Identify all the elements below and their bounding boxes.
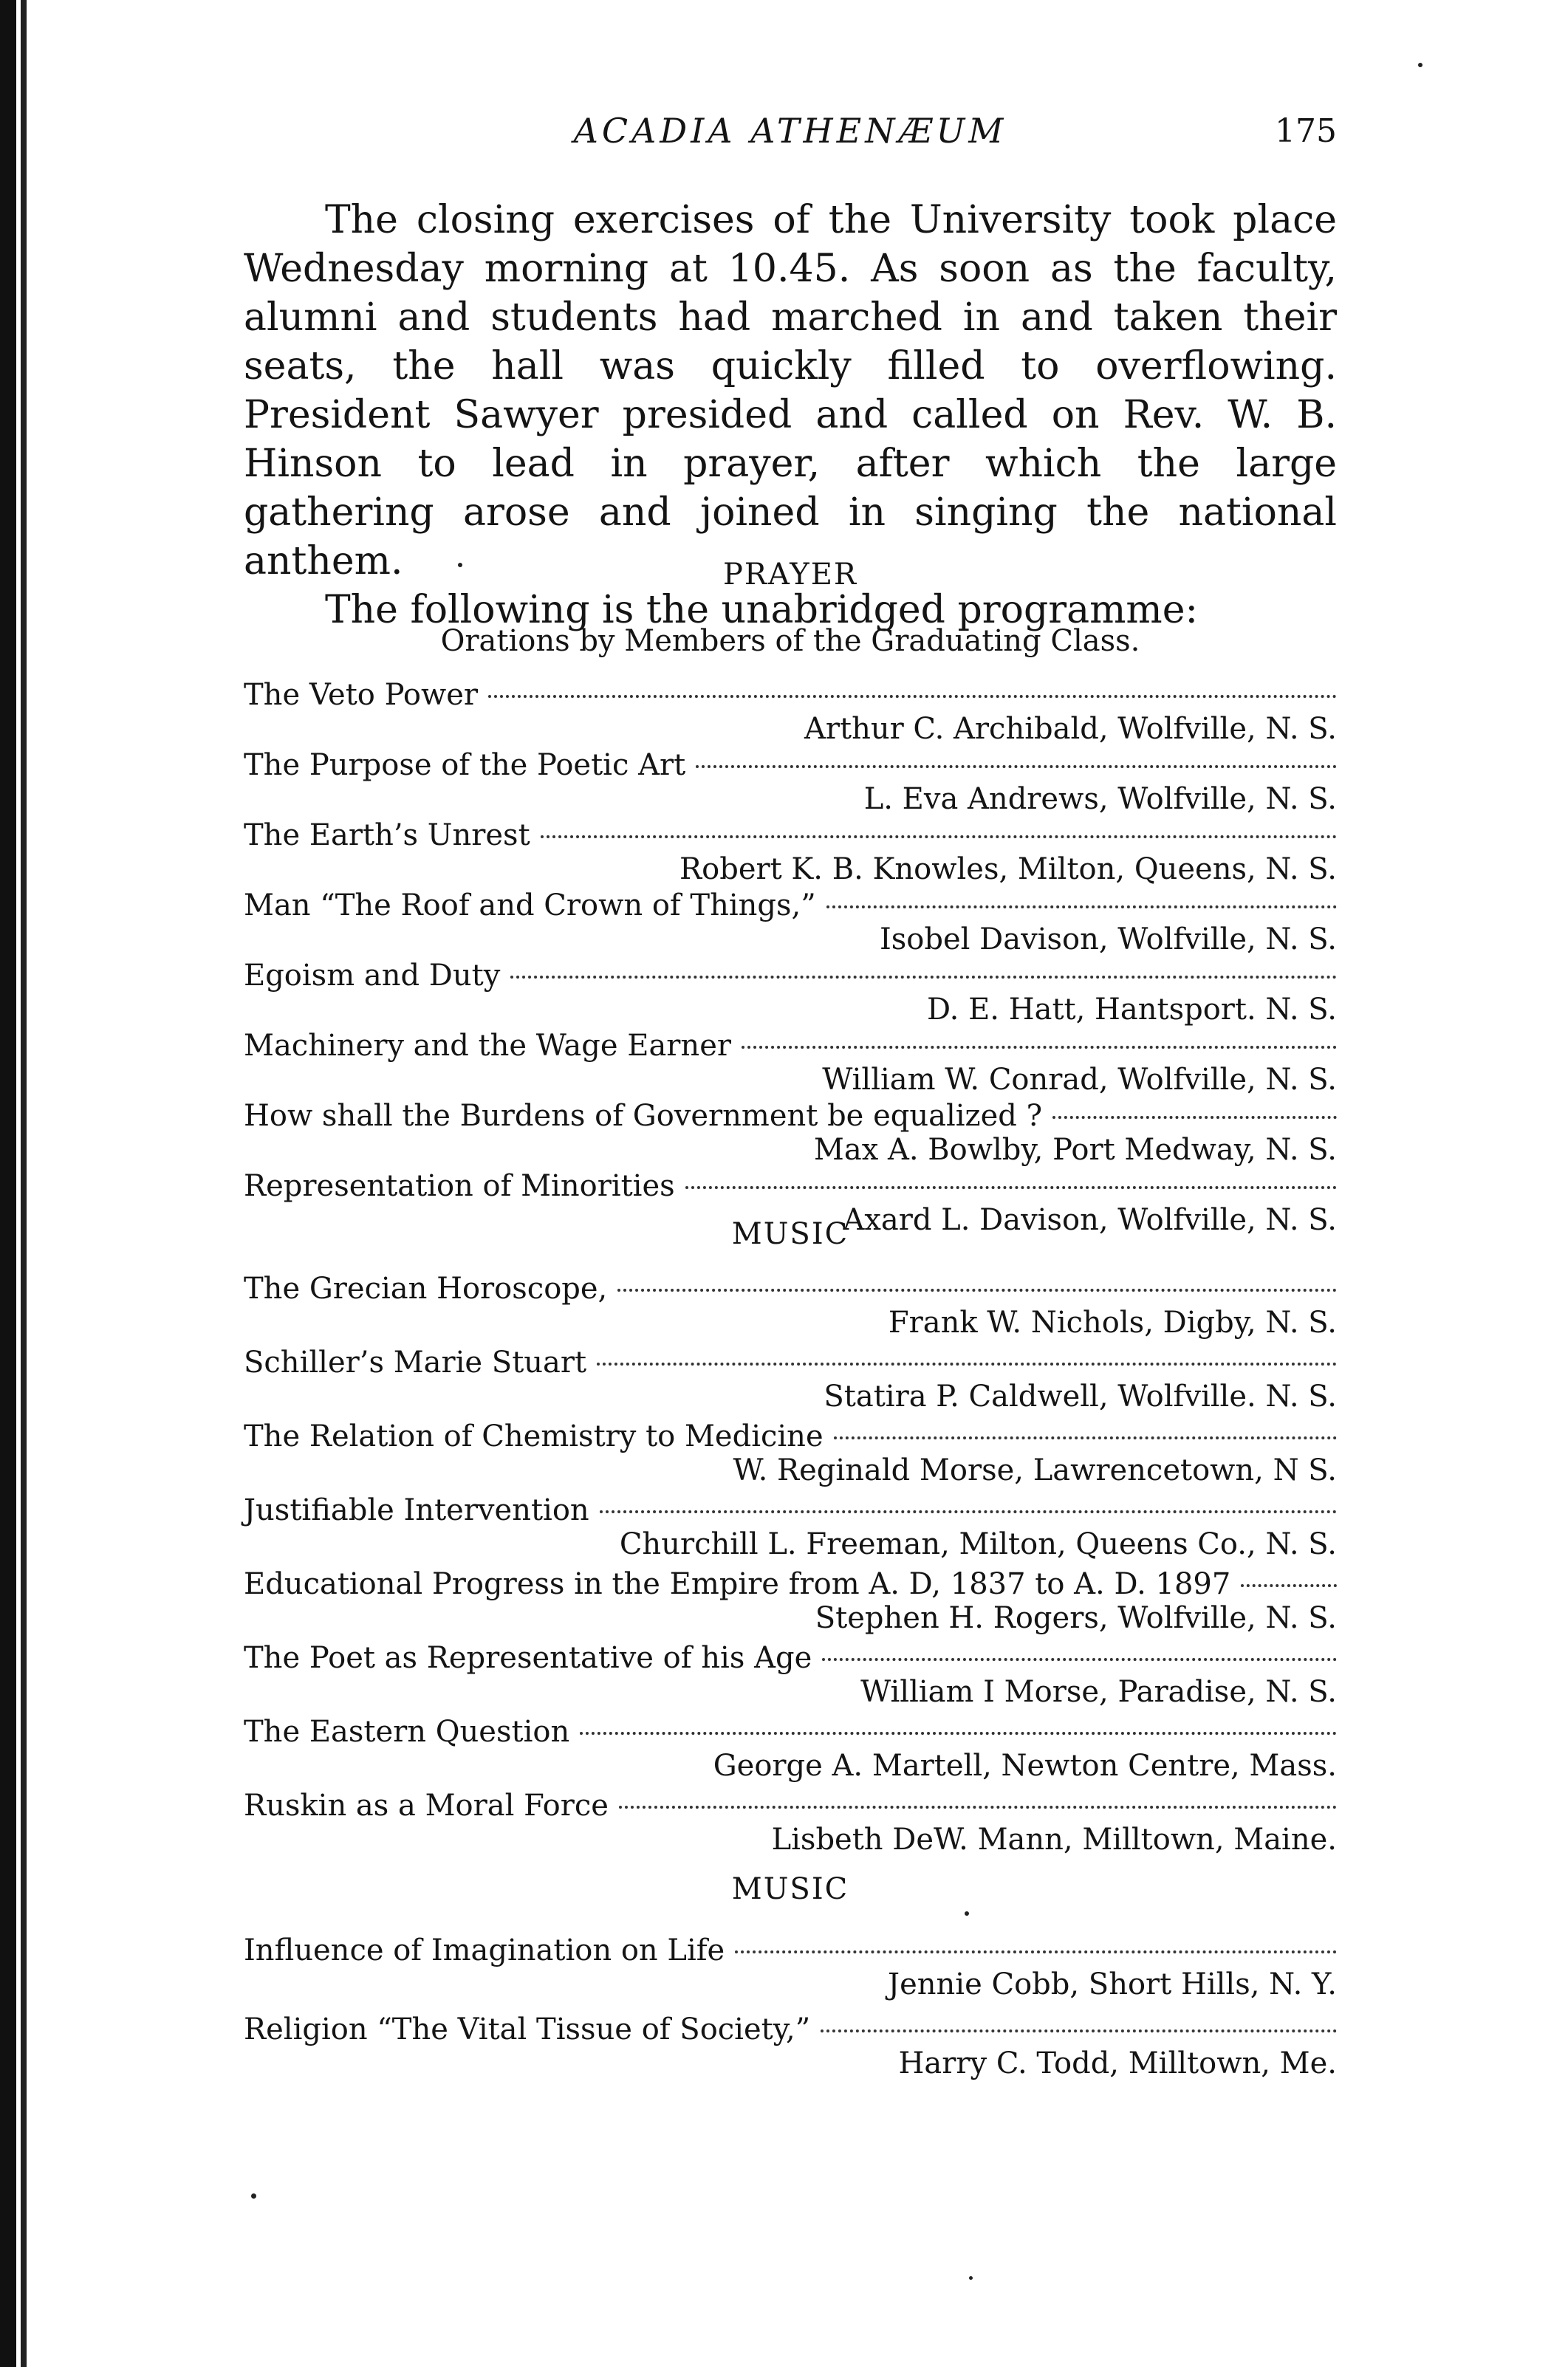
dot-leader <box>600 1510 1337 1513</box>
dot-leader <box>1052 1116 1337 1119</box>
programme-entry <box>244 888 1337 959</box>
oration-title: Man “The Roof and Crown of Things,” <box>244 888 816 922</box>
dot-leader <box>821 2029 1337 2032</box>
scan-speck <box>969 2276 973 2280</box>
speaker-name: Harry C. Todd, Milltown, Me. <box>898 2046 1337 2080</box>
page-number: 175 <box>1275 112 1337 150</box>
programme-entry <box>244 1933 1337 2004</box>
dot-leader <box>580 1732 1337 1735</box>
programme-entry <box>244 1346 1337 1417</box>
programme-entry <box>244 678 1337 749</box>
programme-entry <box>244 1272 1337 1343</box>
oration-title: The Poet as Representative of his Age <box>244 1641 812 1675</box>
dot-leader <box>541 835 1337 838</box>
dot-leader <box>597 1363 1337 1366</box>
scan-speck <box>458 563 462 567</box>
speaker-name: L. Eva Andrews, Wolfville, N. S. <box>863 782 1337 816</box>
music-heading: MUSIC <box>731 1872 849 1906</box>
dot-leader <box>617 1289 1337 1292</box>
programme-entry <box>244 1567 1337 1638</box>
oration-title: The Relation of Chemistry to Medicine <box>244 1419 824 1453</box>
oration-title: The Veto Power <box>244 678 478 712</box>
programme-entry <box>244 1493 1337 1564</box>
dot-leader <box>696 765 1337 768</box>
intro-paragraph: The closing exercises of the University took place Wednesday morning at 10.45. As soon as the faculty, alumni and students had marched in and taken their seats, the hall was quickly filled to overflowing. President Sawyer presided and called on Rev. W. B. Hinson to lead in prayer, after which the large gathering arose and joined in singing the national anthem. <box>244 198 1337 583</box>
oration-title: The Purpose of the Poetic Art <box>244 748 686 782</box>
speaker-name: William I Morse, Paradise, N. S. <box>860 1675 1337 1709</box>
programme-entry <box>244 1715 1337 1786</box>
running-title: ACADIA ATHENÆUM <box>573 111 1007 151</box>
scan-speck <box>965 1911 969 1916</box>
speaker-name: Churchill L. Freeman, Milton, Queens Co., N. S. <box>619 1527 1337 1561</box>
speaker-name: Jennie Cobb, Short Hills, N. Y. <box>888 1967 1337 2001</box>
oration-title: Ruskin as a Moral Force <box>244 1789 609 1823</box>
speaker-name: Arthur C. Archibald, Wolfville, N. S. <box>804 712 1337 746</box>
dot-leader <box>822 1658 1337 1661</box>
speaker-name: D. E. Hatt, Hantsport. N. S. <box>927 993 1337 1027</box>
speaker-name: Isobel Davison, Wolfville, N. S. <box>879 922 1337 956</box>
programme-entry <box>244 818 1337 889</box>
programme-entry <box>244 1099 1337 1170</box>
programme-entry <box>244 748 1337 819</box>
programme-entry <box>244 1641 1337 1712</box>
scan-speck <box>1418 63 1423 67</box>
programme-entry <box>244 1419 1337 1490</box>
speaker-name: Stephen H. Rogers, Wolfville, N. S. <box>815 1601 1337 1635</box>
oration-title: Egoism and Duty <box>244 959 501 993</box>
dot-leader <box>510 976 1337 979</box>
oration-title: Schiller’s Marie Stuart <box>244 1346 587 1380</box>
speaker-name: Robert K. B. Knowles, Milton, Queens, N. S. <box>679 852 1337 886</box>
speaker-name: Max A. Bowlby, Port Medway, N. S. <box>813 1133 1337 1167</box>
dot-leader <box>834 1436 1337 1439</box>
speaker-name: William W. Conrad, Wolfville, N. S. <box>822 1063 1337 1097</box>
intro-paragraph: The following is the unabridged programme: <box>325 588 1199 632</box>
prayer-heading: PRAYER <box>722 558 858 592</box>
programme-entry <box>244 959 1337 1030</box>
dot-leader <box>488 695 1337 698</box>
oration-title: Religion “The Vital Tissue of Society,” <box>244 2013 811 2046</box>
oration-title: Representation of Minorities <box>244 1169 675 1203</box>
programme-entry <box>244 2013 1337 2083</box>
speaker-name: Axard L. Davison, Wolfville, N. S. <box>843 1203 1337 1237</box>
page-header <box>244 111 1337 162</box>
speaker-name: W. Reginald Morse, Lawrencetown, N S. <box>733 1453 1337 1487</box>
page-edge-shadow <box>0 0 16 2367</box>
oration-title: How shall the Burdens of Government be equalized ? <box>244 1099 1043 1133</box>
speaker-name: Statira P. Caldwell, Wolfville. N. S. <box>824 1380 1337 1414</box>
oration-title: The Earth’s Unrest <box>244 818 530 852</box>
dot-leader <box>619 1806 1337 1809</box>
oration-title: The Grecian Horoscope, <box>244 1272 608 1306</box>
speaker-name: Lisbeth DeW. Mann, Milltown, Maine. <box>771 1823 1337 1857</box>
dot-leader <box>826 905 1337 908</box>
dot-leader <box>742 1046 1337 1049</box>
dot-leader <box>685 1186 1337 1189</box>
dot-leader <box>1241 1584 1337 1587</box>
programme-entry <box>244 1029 1337 1100</box>
music-heading: MUSIC <box>731 1217 849 1251</box>
programme-entry <box>244 1789 1337 1860</box>
speaker-name: Frank W. Nichols, Digby, N. S. <box>888 1306 1337 1340</box>
oration-title: Influence of Imagination on Life <box>244 1933 725 1967</box>
dot-leader <box>735 1950 1337 1953</box>
oration-title: The Eastern Question <box>244 1715 570 1749</box>
oration-title: Machinery and the Wage Earner <box>244 1029 731 1063</box>
oration-title: Educational Progress in the Empire from A. D, 1837 to A. D. 1897 <box>244 1567 1231 1601</box>
scan-speck <box>251 2193 256 2199</box>
oration-title: Justifiable Intervention <box>244 1493 589 1527</box>
orations-heading: Orations by Members of the Graduating Class. <box>440 624 1140 658</box>
speaker-name: George A. Martell, Newton Centre, Mass. <box>713 1749 1337 1783</box>
